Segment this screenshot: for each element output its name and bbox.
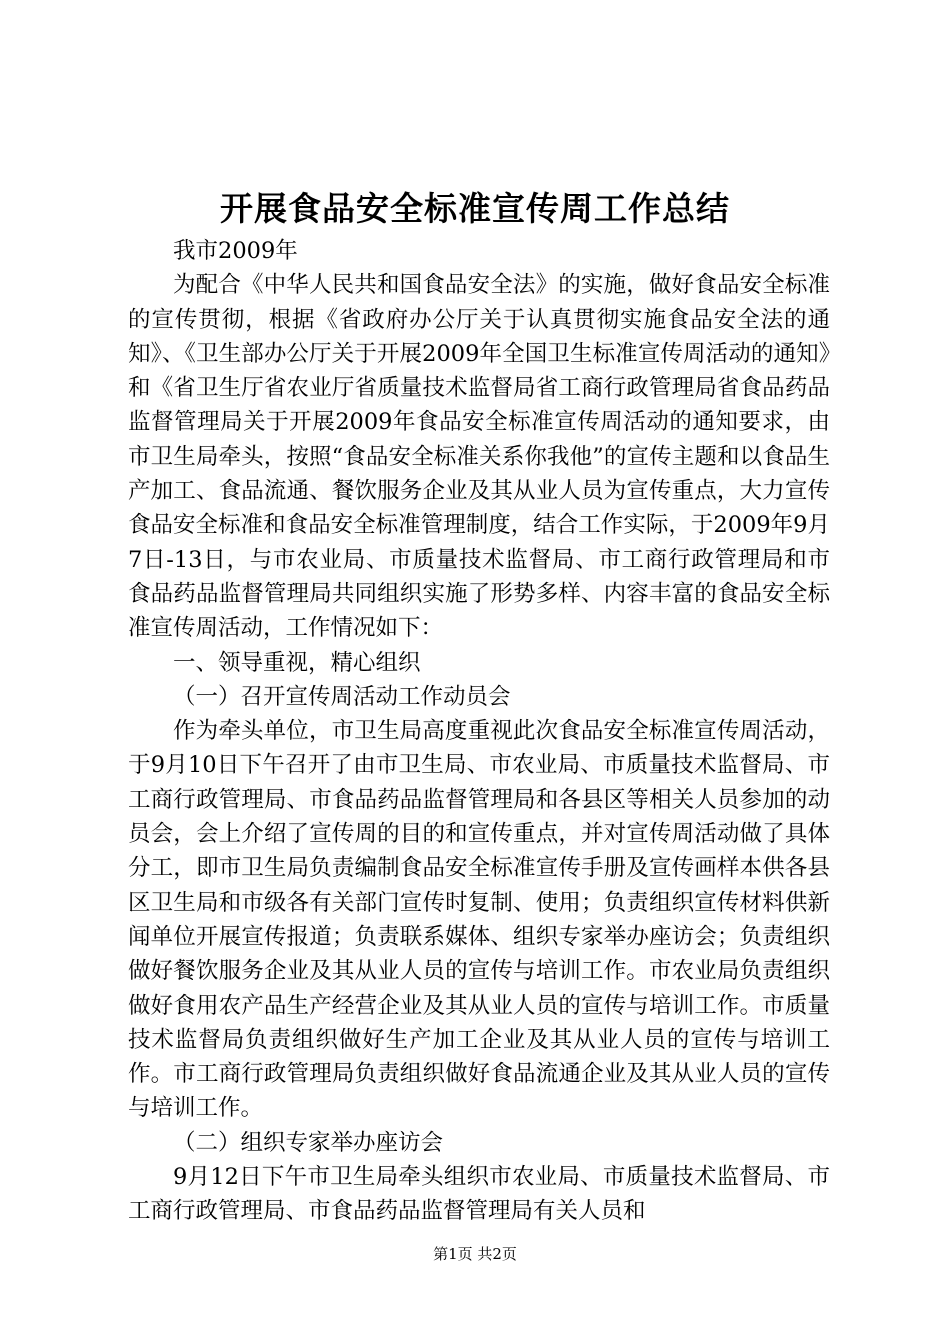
paragraph-mobilization: 作为牵头单位，市卫生局高度重视此次食品安全标准宣传周活动，于9月10日下午召开了由市卫生局、市农业局、市质量技术监督局、市工商行政管理局、市食品药品监督管理局和各县区等相关人员参加的动员会，会上介绍了宣传周的目的和宣传重点，并对宣传周活动做了具体分工，即市卫生局负责编制食品安全标准宣传手册及宣传画样本供各县区卫生局和市级各有关部门宣传时复制、使用；负责组织宣传材料供新闻单位开展宣传报道；负责联系媒体、组织专家举办座访会；负责组织做好餐饮服务企业及其从业人员的宣传与培训工作。市农业局负责组织做好食用农产品生产经营企业及其从业人员的宣传与培训工作。市质量技术监督局负责组织做好生产加工企业及其从业人员的宣传与培训工作。市工商行政管理局负责组织做好食品流通企业及其从业人员的宣传与培训工作。 <box>128 718 830 1122</box>
document-title: 开展食品安全标准宣传周工作总结 <box>220 189 730 228</box>
heading-subsection-1: （一）召开宣传周活动工作动员会 <box>173 683 511 710</box>
document-body <box>128 234 830 1229</box>
page-number: 第1页 共2页 <box>433 1245 517 1263</box>
paragraph-background: 为配合《中华人民共和国食品安全法》的实施，做好食品安全标准的宣传贯彻，根据《省政府办公厅关于认真贯彻实施食品安全法的通知》、《卫生部办公厅关于开展2009年全国卫生标准宣传周活动的通知》和《省卫生厅省农业厅省质量技术监督局省工商行政管理局省食品药品监督管理局关于开展2009年食品安全标准宣传周活动的通知要求，由市卫生局牵头，按照“食品安全标准关系你我他”的宣传主题和以食品生产加工、食品流通、餐饮服务企业及其从业人员为宣传重点，大力宣传食品安全标准和食品安全标准管理制度，结合工作实际，于2009年9月7日-13日，与市农业局、市质量技术监督局、市工商行政管理局和市食品药品监督管理局共同组织实施了形势多样、内容丰富的食品安全标准宣传周活动，工作情况如下： <box>128 272 830 642</box>
paragraph-intro: 我市2009年 <box>173 238 298 264</box>
paragraph-expert-forum: 9月12日下午市卫生局牵头组织市农业局、市质量技术监督局、市工商行政管理局、市食品药品监督管理局有关人员和 <box>128 1164 830 1225</box>
heading-subsection-2: （二）组织专家举办座访会 <box>173 1129 444 1156</box>
heading-section-1: 一、领导重视，精心组织 <box>173 649 421 676</box>
